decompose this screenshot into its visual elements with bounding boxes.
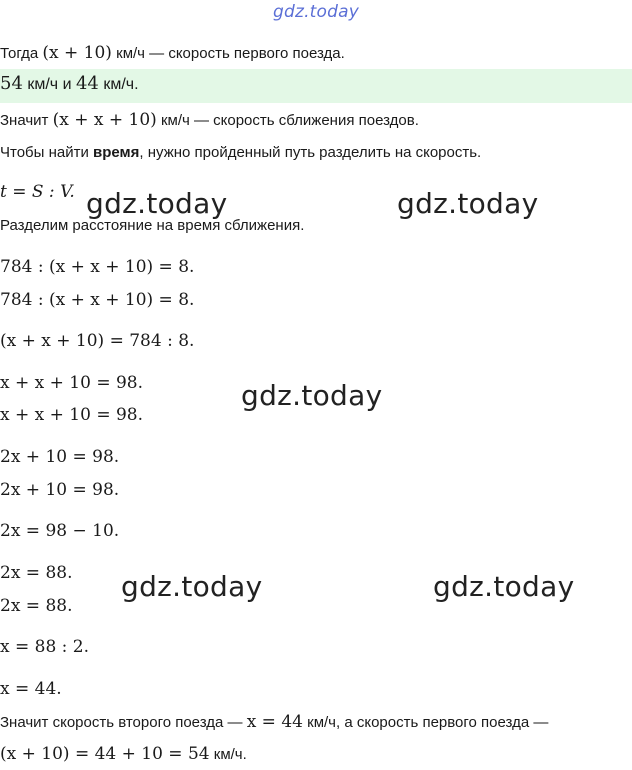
time-rule-line [0,143,481,163]
watermark: gdz.today [433,570,575,603]
answer-value-2: 44 [75,73,99,94]
math-expression: x = 44 [246,712,303,732]
watermark: gdz.today [121,570,263,603]
text: км/ч — скорость первого поезда. [116,45,345,62]
math-expression: (x + 10) = 44 + 10 = 54 [0,744,210,764]
text: Тогда [0,45,39,62]
equation-12: x = 44. [0,679,62,699]
watermark: gdz.today [241,379,383,412]
equation-3: (x + x + 10) = 784 : 8. [0,331,195,351]
answer-line [0,74,139,95]
text: км/ч. [103,76,139,93]
text: км/ч, а скорость первого поезда — [307,714,549,731]
final-answer-line [0,744,247,765]
text: Чтобы найти [0,144,89,161]
conclusion-line [0,712,548,733]
text: Значит скорость второго поезда — [0,714,243,731]
equation-8: 2x = 98 − 10. [0,521,120,541]
bold-term: время [93,144,140,161]
text: км/ч. [213,746,247,763]
equation-1: 784 : (x + x + 10) = 8. [0,257,195,277]
text: км/ч — скорость сближения поездов. [160,112,419,129]
speed-first-train-line [0,43,345,64]
text: км/ч и [27,76,72,93]
watermark: gdz.today [86,187,228,220]
equation-10: 2x = 88. [0,596,73,616]
answer-value-1: 54 [0,73,23,94]
equation-2: 784 : (x + x + 10) = 8. [0,290,195,310]
text: Значит [0,112,49,129]
equation-7: 2x + 10 = 98. [0,480,120,500]
formula: t = S : V. [0,182,75,202]
equation-9: 2x = 88. [0,563,73,583]
formula-line [0,182,75,203]
site-logo[interactable]: gdz.today [272,2,360,22]
equation-6: 2x + 10 = 98. [0,447,120,467]
equation-11: x = 88 : 2. [0,637,90,657]
math-expression: (x + x + 10) [52,110,157,130]
text: , нужно пройденный путь разделить на скорость. [139,144,482,161]
approach-speed-line [0,110,419,131]
watermark: gdz.today [397,187,539,220]
text: Разделим расстояние на время сближения. [0,217,305,234]
math-expression: (x + 10) [42,43,112,63]
equation-5: x + x + 10 = 98. [0,405,143,425]
equation-4: x + x + 10 = 98. [0,373,143,393]
